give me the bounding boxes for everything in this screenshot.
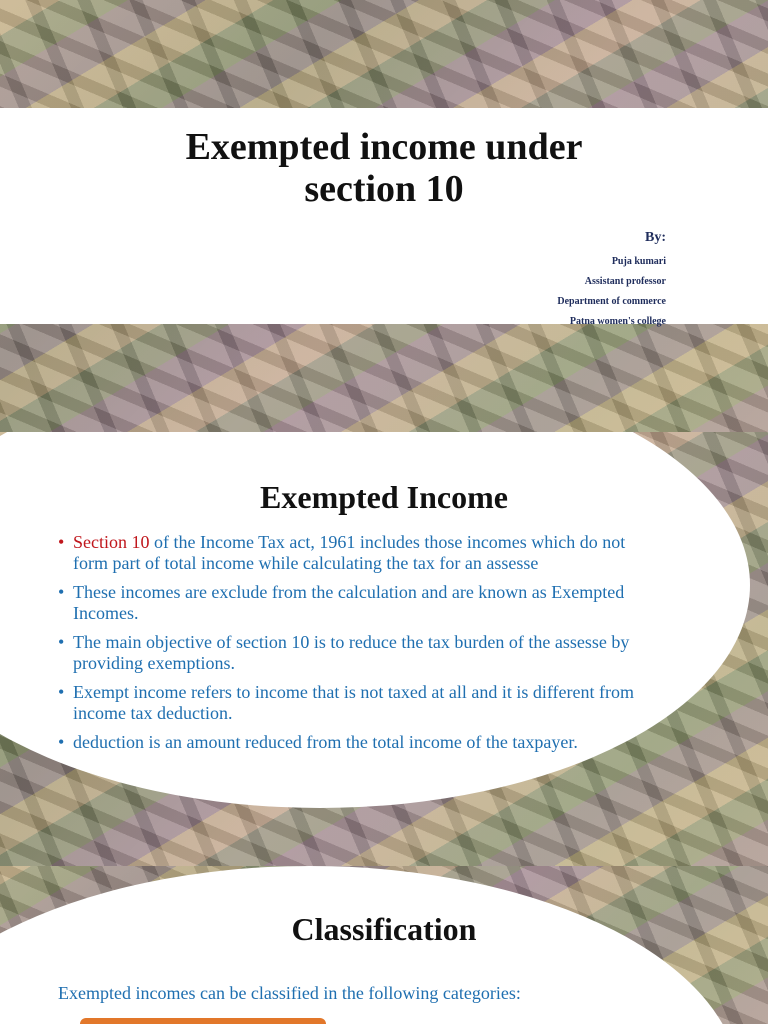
author-role: Assistant professor	[584, 276, 666, 287]
author-block	[557, 230, 666, 332]
bullet-item	[58, 532, 648, 574]
bullet-text: of the Income Tax act, 1961 includes those incomes which do not form part of total income while calculating the tax for an assesse	[73, 532, 626, 573]
section-highlight: Section 10	[73, 532, 150, 552]
bullet-item	[58, 632, 648, 674]
author-department: Department of commerce	[557, 296, 666, 307]
bullet-text: deduction is an amount reduced from the total income of the taxpayer.	[73, 732, 578, 752]
classification-slide	[0, 866, 768, 1024]
author-college: Patna women's college	[569, 316, 666, 327]
title-line-1: Exempted income under	[185, 126, 583, 168]
presentation-title	[0, 126, 768, 210]
bullet-text: These incomes are exclude from the calculation and are known as Exempted Incomes.	[73, 582, 625, 623]
author-name: Puja kumari	[611, 256, 666, 267]
slide-title: Classification	[291, 911, 477, 947]
bullet-list	[58, 532, 648, 761]
bullet-item	[58, 682, 648, 724]
by-label: By:	[645, 230, 666, 245]
bullet-item	[58, 732, 648, 753]
bullet-text: Exempt income refers to income that is not taxed at all and it is different from income tax deduction.	[73, 682, 634, 723]
title-slide	[0, 0, 768, 432]
exempted-income-slide	[0, 432, 768, 866]
bullet-item	[58, 582, 648, 624]
bullet-text: The main objective of section 10 is to reduce the tax burden of the assesse by providing exemptions.	[73, 632, 630, 673]
intro-text: Exempted incomes can be classified in the following categories:	[58, 983, 521, 1003]
title-line-2: section 10	[304, 168, 464, 210]
category-box	[80, 1018, 326, 1024]
slide-title: Exempted Income	[260, 479, 508, 515]
